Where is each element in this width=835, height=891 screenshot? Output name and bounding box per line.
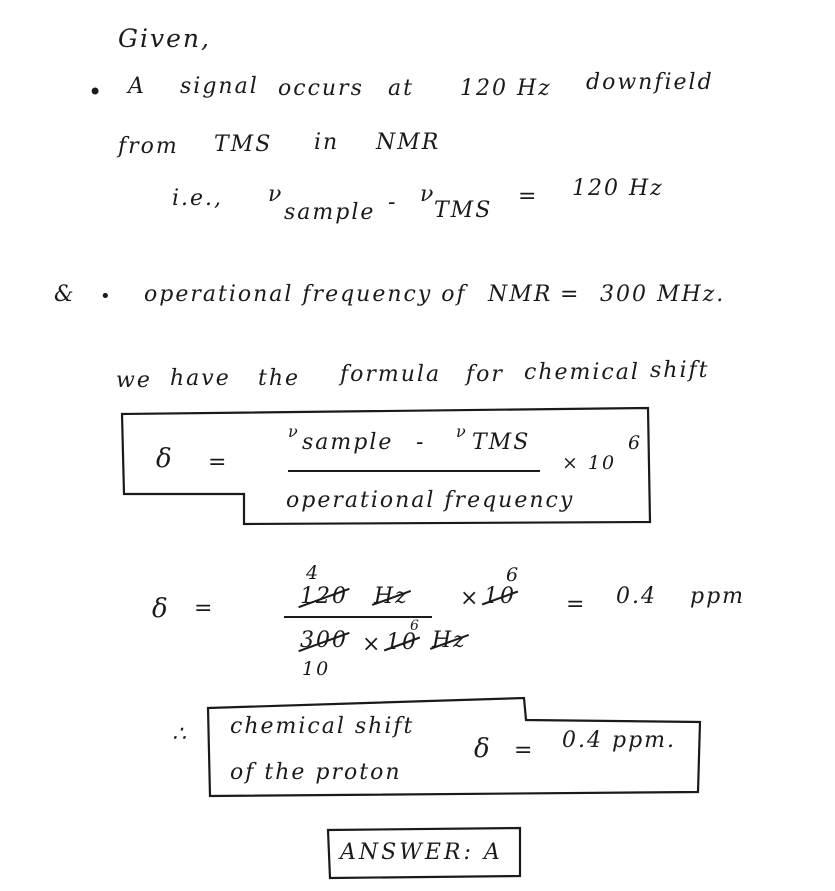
ie-minus: -: [388, 190, 398, 215]
word-at: at: [388, 76, 414, 101]
formula-denominator: operational frequency: [286, 488, 575, 513]
bullet-1-marker: •: [88, 78, 105, 106]
conclusion-value: 0.4 ppm.: [562, 728, 677, 753]
word-shift: shift: [650, 358, 710, 383]
formula-minus: -: [416, 430, 426, 455]
word-signal: signal: [180, 74, 259, 99]
calc-den-exponent: 6: [410, 618, 421, 634]
ie-prefix: i.e.,: [172, 186, 224, 211]
word-nmr: NMR: [376, 130, 441, 155]
calc-unit: ppm: [690, 584, 746, 609]
nu-sample-subscript: sample: [284, 200, 376, 225]
word-tms: TMS: [214, 132, 273, 157]
calc-num-hz: Hz: [374, 584, 409, 609]
calc-ten: 10: [484, 584, 516, 609]
formula-fraction-bar: [288, 470, 540, 472]
calc-times: ×: [460, 586, 481, 611]
conclusion-delta: δ: [474, 734, 492, 764]
formula-equals: =: [208, 450, 229, 475]
word-120hz: 120 Hz: [460, 76, 552, 101]
calc-ten-exponent: 6: [506, 564, 521, 586]
answer-label: ANSWER: A: [340, 840, 503, 865]
word-we: we: [116, 368, 152, 393]
calc-result: 0.4: [616, 584, 657, 609]
calc-den-300: 300: [300, 628, 348, 653]
word-nmr-2: NMR: [488, 282, 553, 307]
calc-equals-2: =: [566, 592, 587, 617]
and-mark: &: [54, 282, 76, 307]
conclusion-line-1: chemical shift: [230, 714, 415, 739]
operational-frequency-label: operational frequency of: [144, 282, 467, 307]
operational-frequency-value: 300 MHz.: [600, 282, 726, 307]
word-from: from: [118, 134, 179, 159]
conclusion-line-2: of the proton: [230, 760, 402, 785]
calc-den-reduced: 10: [302, 658, 331, 680]
calc-den-times: ×: [362, 632, 383, 657]
nu-tms-symbol: ν: [420, 182, 436, 207]
given-heading: Given,: [118, 24, 211, 53]
conclusion-equals: =: [514, 738, 535, 763]
calc-den-ten: 10: [386, 630, 418, 655]
formula-delta: δ: [156, 444, 174, 474]
therefore-symbol: ∴: [172, 722, 188, 747]
formula-exponent: 6: [628, 432, 643, 454]
word-a: A: [128, 74, 146, 99]
word-chemical: chemical: [524, 360, 640, 385]
bullet-2-marker: •: [100, 286, 113, 307]
nu-tms-subscript: TMS: [434, 198, 493, 223]
word-the: the: [258, 366, 301, 391]
ie-value: 120 Hz: [572, 176, 664, 201]
word-formula: formula: [340, 362, 442, 387]
word-have: have: [170, 366, 231, 391]
formula-nu-sample-symbol: ν: [288, 422, 300, 441]
nu-sample-symbol: ν: [268, 182, 284, 207]
formula-nu-tms-subscript: TMS: [472, 430, 531, 455]
ie-equals: =: [518, 184, 539, 209]
calc-delta: δ: [152, 594, 170, 624]
bullet-2-equals: =: [560, 282, 581, 307]
calc-num-120: 120: [300, 584, 348, 609]
word-downfield: downfield: [586, 70, 714, 95]
formula-times-ten: × 10: [562, 452, 617, 474]
word-in: in: [314, 130, 340, 155]
word-for: for: [466, 362, 504, 387]
formula-nu-tms-symbol: ν: [456, 422, 468, 441]
calc-den-hz: Hz: [432, 628, 467, 653]
calc-num-reduced: 4: [306, 562, 321, 584]
calc-equals: =: [194, 596, 215, 621]
formula-nu-sample-subscript: sample: [302, 430, 394, 455]
word-occurs: occurs: [278, 76, 364, 101]
